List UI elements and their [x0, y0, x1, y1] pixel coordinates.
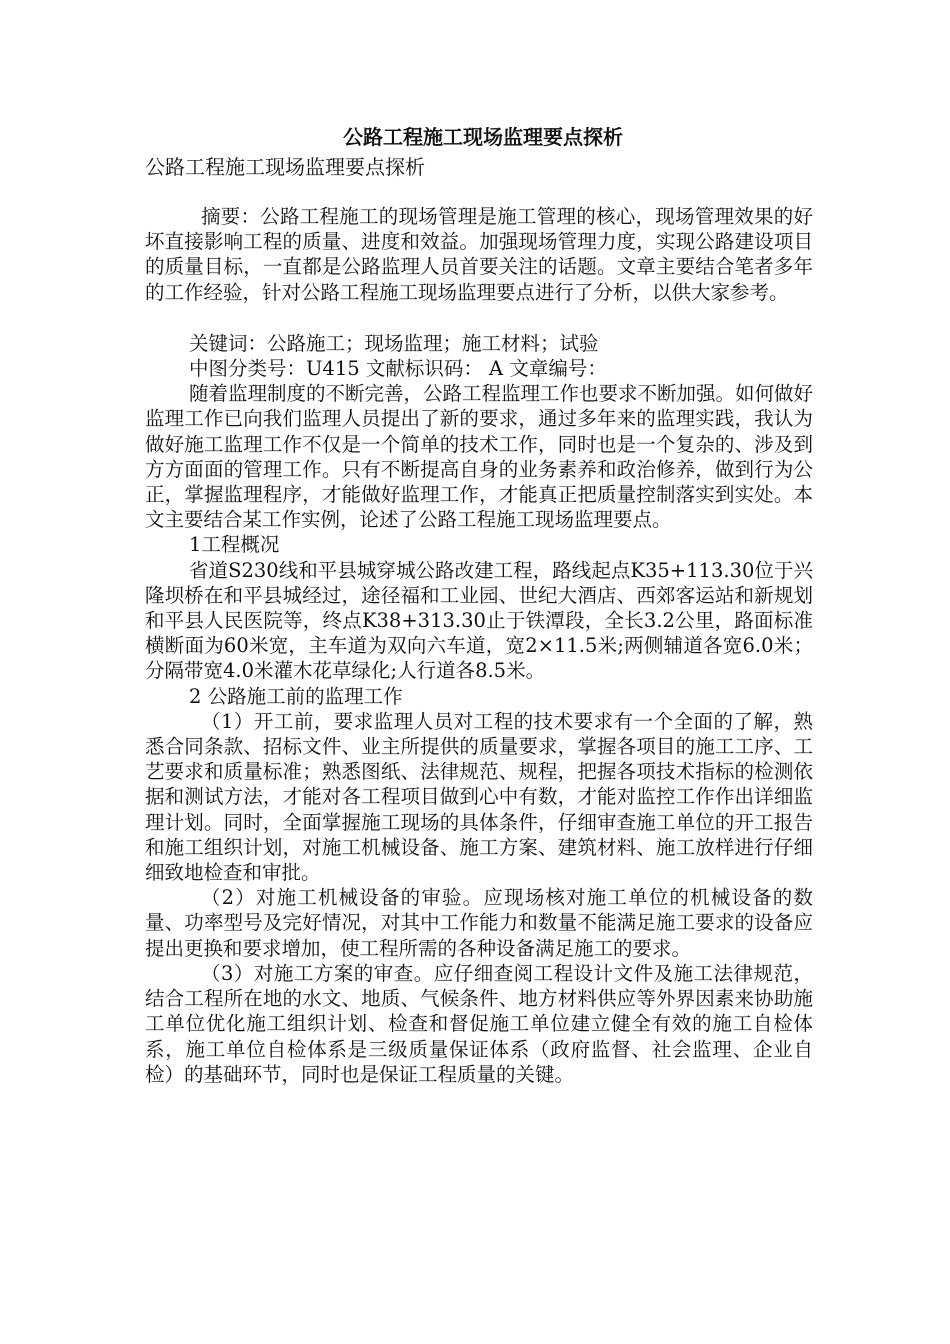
- section-2-item-2: （2）对施工机械设备的审验。应现场核对施工单位的机械设备的数量、功率型号及完好情况，对其中工作能力和数量不能满足施工要求的设备应提出更换和要求增加，使工程所需的各种设备满足施工的要求。: [145, 886, 813, 960]
- section-1-body: 省道S230线和平县城穿城公路改建工程，路线起点K35+113.30位于兴隆坝桥在和平县城经过，途径福和工业园、世纪大酒店、西郊客运站和新规划和平县人民医院等，终点K38+313.30止于铁潭段，全长3.2公里，路面标准横断面为60米宽，主车道为双向六车道，宽2×11.5米;两侧辅道各宽6.0米；分隔带宽4.0米灌木花草绿化;人行道各8.5米。: [145, 558, 813, 683]
- section-2-heading: 2 公路施工前的监理工作: [189, 684, 403, 708]
- section-1-heading: 1工程概况: [189, 533, 280, 557]
- document-subtitle: 公路工程施工现场监理要点探析: [145, 155, 425, 179]
- abstract-paragraph: 摘要：公路工程施工的现场管理是施工管理的核心，现场管理效果的好坏直接影响工程的质量、进度和效益。加强现场管理力度，实现公路建设项目的质量目标，一直都是公路监理人员首要关注的话题。文章主要结合笔者多年的工作经验，针对公路工程施工现场监理要点进行了分析，以供大家参考。: [145, 205, 813, 304]
- section-2-item-3: （3）对施工方案的审查。应仔细查阅工程设计文件及施工法律规范，结合工程所在地的水文、地质、气候条件、地方材料供应等外界因素来协助施工单位优化施工组织计划、检查和督促施工单位建立健全有效的施工自检体系，施工单位自检体系是三级质量保证体系（政府监督、社会监理、企业自检）的基础环节，同时也是保证工程质量的关键。: [145, 961, 813, 1086]
- keywords-line: 关键词：公路施工；现场监理；施工材料；试验: [189, 331, 599, 355]
- section-2-item-1: （1）开工前，要求监理人员对工程的技术要求有一个全面的了解，熟悉合同条款、招标文件、业主所提供的质量要求，掌握各项目的施工工序、工艺要求和质量标准；熟悉图纸、法律规范、规程，把握各项技术指标的检测依据和测试方法，才能对各工程项目做到心中有数，才能对监控工作作出详细监理计划。同时，全面掌握施工现场的具体条件，仔细审查施工单位的开工报告和施工组织计划，对施工机械设备、施工方案、建筑材料、施工放样进行仔细细致地检查和审批。: [145, 709, 813, 885]
- document-page: [145, 122, 813, 1087]
- intro-paragraph: 随着监理制度的不断完善，公路工程监理工作也要求不断加强。如何做好监理工作已向我们监理人员提出了新的要求，通过多年来的监理实践，我认为做好施工监理工作不仅是一个简单的技术工作，同时也是一个复杂的、涉及到方方面面的管理工作。只有不断提高自身的业务素养和政治修养，做到行为公正，掌握监理程序，才能做好监理工作，才能真正把质量控制落实到实处。本文主要结合某工作实例，论述了公路工程施工现场监理要点。: [145, 382, 814, 532]
- document-title: 公路工程施工现场监理要点探析: [343, 125, 623, 149]
- classification-line: 中图分类号：U415 文献标识码： A 文章编号：: [189, 357, 607, 381]
